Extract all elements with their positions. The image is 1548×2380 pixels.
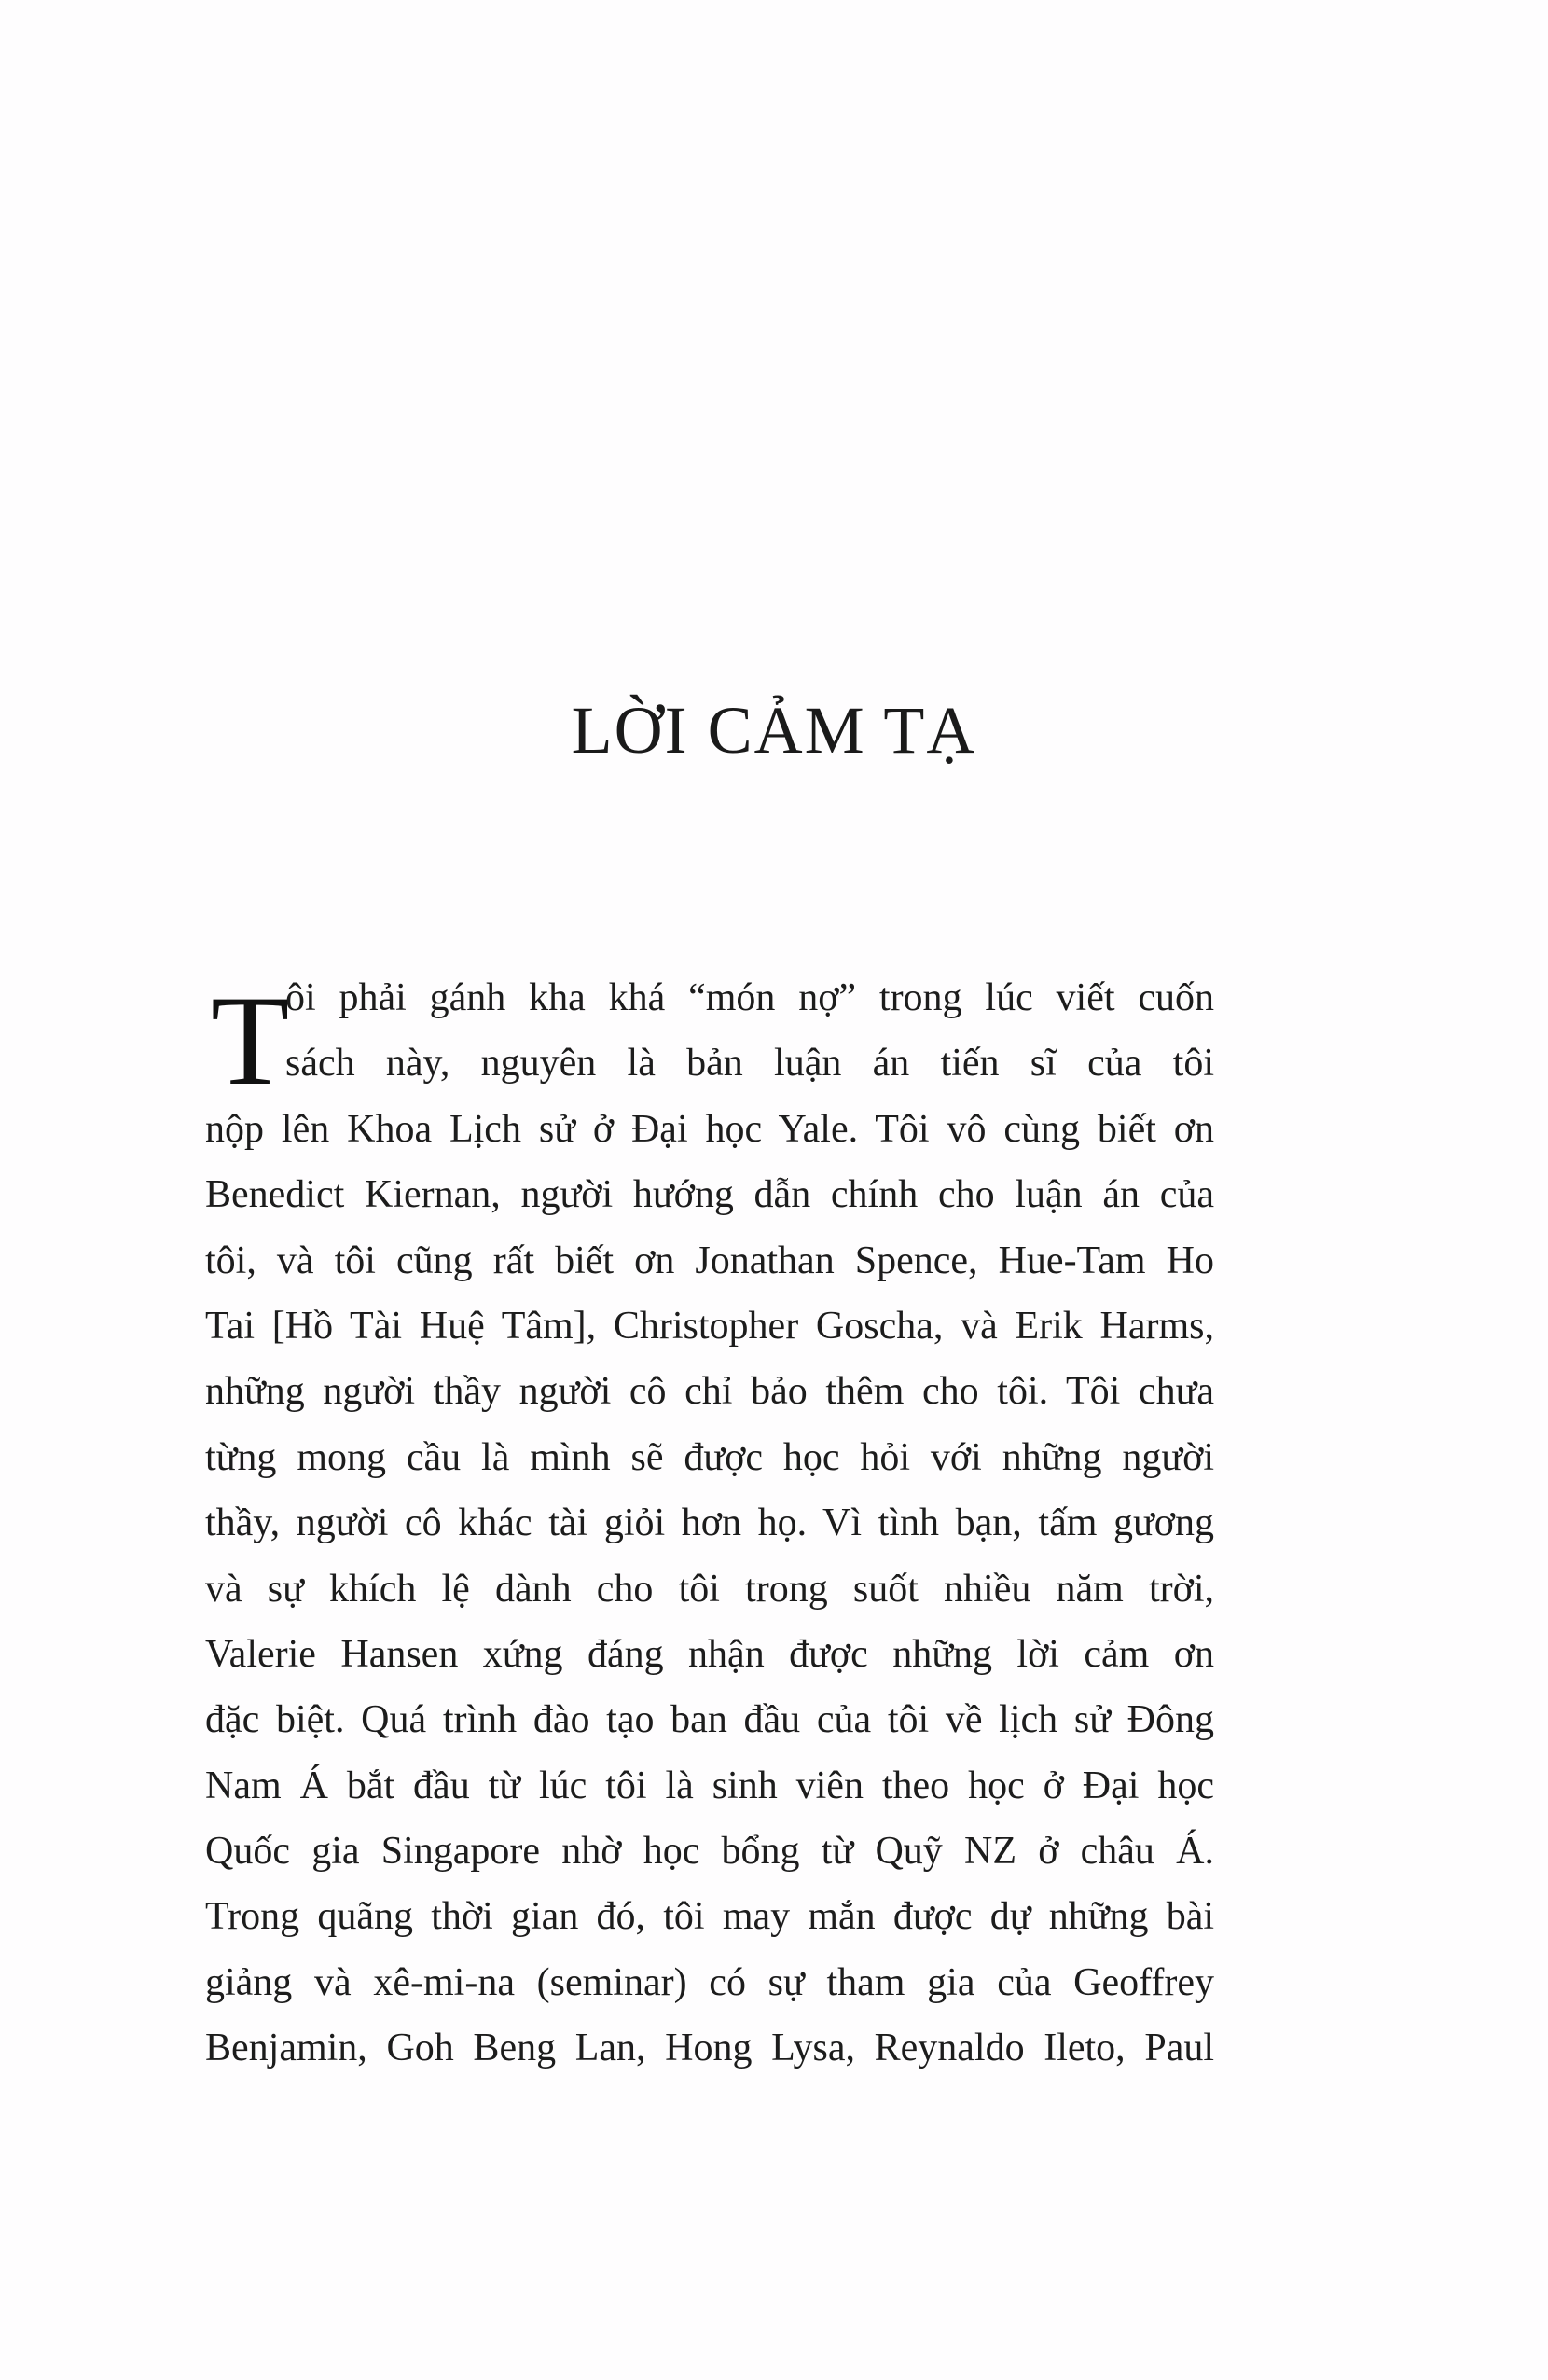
text-line: nộp lên Khoa Lịch sử ở Đại học Yale. Tôi vô cùng biết ơn [205,1107,1214,1151]
text-line: Benjamin, Goh Beng Lan, Hong Lysa, Reynaldo Ileto, Paul [205,2027,1214,2070]
text-line: tôi, và tôi cũng rất biết ơn Jonathan Spence, Hue-Tam Ho [205,1238,1214,1282]
text-line: Benedict Kiernan, người hướng dẫn chính cho luận án của [205,1173,1214,1217]
text-line: thầy, người cô khác tài giỏi hơn họ. Vì tình bạn, tấm gương [205,1501,1214,1545]
text-line: Trong quãng thời gian đó, tôi may mắn được dự những bài [205,1895,1214,1939]
text-line: sách này, nguyên là bản luận án tiến sĩ của tôi [285,1042,1214,1086]
text-line: Nam Á bắt đầu từ lúc tôi là sinh viên theo học ở Đại học [205,1764,1214,1807]
text-line: Tai [Hồ Tài Huệ Tâm], Christopher Goscha, và Erik Harms, [205,1304,1214,1348]
text-line: đặc biệt. Quá trình đào tạo ban đầu của tôi về lịch sử Đông [205,1698,1214,1742]
text-line: giảng và xê-mi-na (seminar) có sự tham gia của Geoffrey [205,1960,1214,2004]
text-line: Valerie Hansen xứng đáng nhận được những lời cảm ơn [205,1632,1214,1676]
text-line: Quốc gia Singapore nhờ học bổng từ Quỹ NZ ở châu Á. [205,1830,1214,1874]
body-paragraph [205,965,1214,2082]
text-line: ôi phải gánh kha khá “món nợ” trong lúc viết cuốn [285,976,1214,1019]
drop-cap: T [211,969,290,1112]
text-line: từng mong cầu là mình sẽ được học hỏi với những người [205,1435,1214,1479]
text-line: và sự khích lệ dành cho tôi trong suốt nhiều năm trời, [205,1567,1214,1611]
text-line: những người thầy người cô chỉ bảo thêm cho tôi. Tôi chưa [205,1370,1214,1414]
chapter-title: LỜI CẢM TẠ [571,693,977,768]
